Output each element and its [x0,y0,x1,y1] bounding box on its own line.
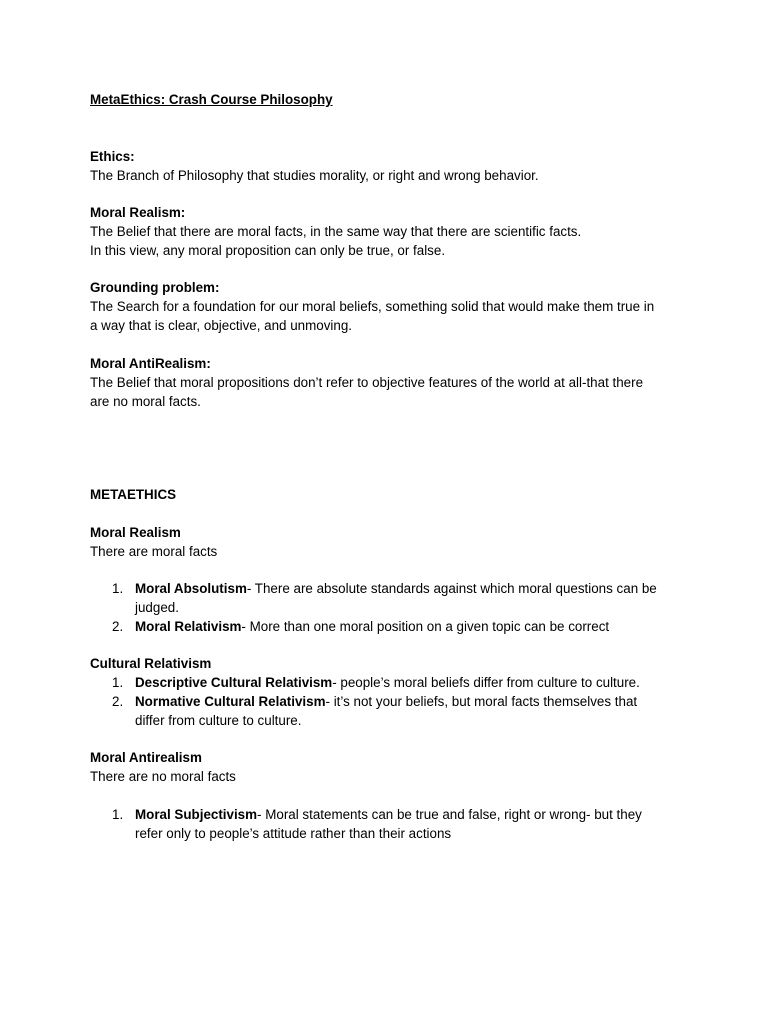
definition-text: a way that is clear, objective, and unmoving. [90,317,353,333]
list-item-text: - people’s moral beliefs differ from culture to culture. [332,675,640,690]
list-item-text: differ from culture to culture. [135,712,302,728]
cultural-relativism-section [90,655,680,674]
list-item-term: Moral Subjectivism [135,807,258,822]
list-item-text: - Moral statements can be true and false, right or wrong- but they [257,807,642,822]
subsection-heading: Moral Realism [90,525,181,540]
definition-text: The Branch of Philosophy that studies morality, or right and wrong behavior. [90,167,539,183]
definition-text: The Search for a foundation for our moral beliefs, something solid that would make them true in [90,298,655,314]
definition-grounding-problem [90,279,680,335]
list-item [90,693,690,731]
list-item [90,618,690,637]
list-item-term: Moral Relativism [135,618,242,634]
section-heading-text: METAETHICS [90,487,177,502]
definition-moral-realism [90,204,680,260]
definition-text: In this view, any moral proposition can only be true, or false. [90,242,446,258]
document-title: MetaEthics: Crash Course Philosophy [90,92,333,107]
moral-realism-list [90,580,690,636]
list-item-text: - There are absolute standards against which moral questions can be [246,581,657,596]
definition-term: Ethics: [90,149,135,164]
cultural-relativism-list [90,674,690,730]
subsection-heading: Moral Antirealism [90,750,202,765]
list-item [90,674,690,693]
list-number: 2. [112,618,124,634]
definition-ethics [90,148,680,186]
definition-text: The Belief that there are moral facts, in the same way that there are scientific facts. [90,223,582,239]
subsection-heading: Cultural Relativism [90,656,212,671]
list-item-term: Normative Cultural Relativism [135,693,326,709]
definition-moral-antirealism [90,355,680,411]
subsection-subtext: There are moral facts [90,543,218,559]
list-item-text: - More than one moral position on a given topic can be correct [241,618,610,634]
list-item-term: Moral Absolutism [135,581,247,596]
list-item-text: refer only to people’s attitude rather than their actions [135,825,452,841]
definition-text: are no moral facts. [90,393,201,409]
definition-term: Moral Realism: [90,205,186,220]
definition-term: Moral AntiRealism: [90,356,211,371]
list-item [90,580,690,618]
moral-antirealism-list [90,806,690,844]
list-number: 1. [112,807,124,822]
list-number: 2. [112,693,124,709]
list-item-term: Descriptive Cultural Relativism [135,675,333,690]
moral-antirealism-section [90,749,680,787]
list-number: 1. [112,675,124,690]
list-item [90,806,690,844]
list-item-text: judged. [135,599,179,615]
subsection-subtext: There are no moral facts [90,768,236,784]
list-item-text: - it’s not your beliefs, but moral facts themselves that [325,693,638,709]
definition-text: The Belief that moral propositions don’t refer to objective features of the world at all-that there [90,374,644,390]
moral-realism-section [90,524,680,562]
section-heading [90,486,680,505]
definition-term: Grounding problem: [90,280,220,295]
list-number: 1. [112,581,124,596]
